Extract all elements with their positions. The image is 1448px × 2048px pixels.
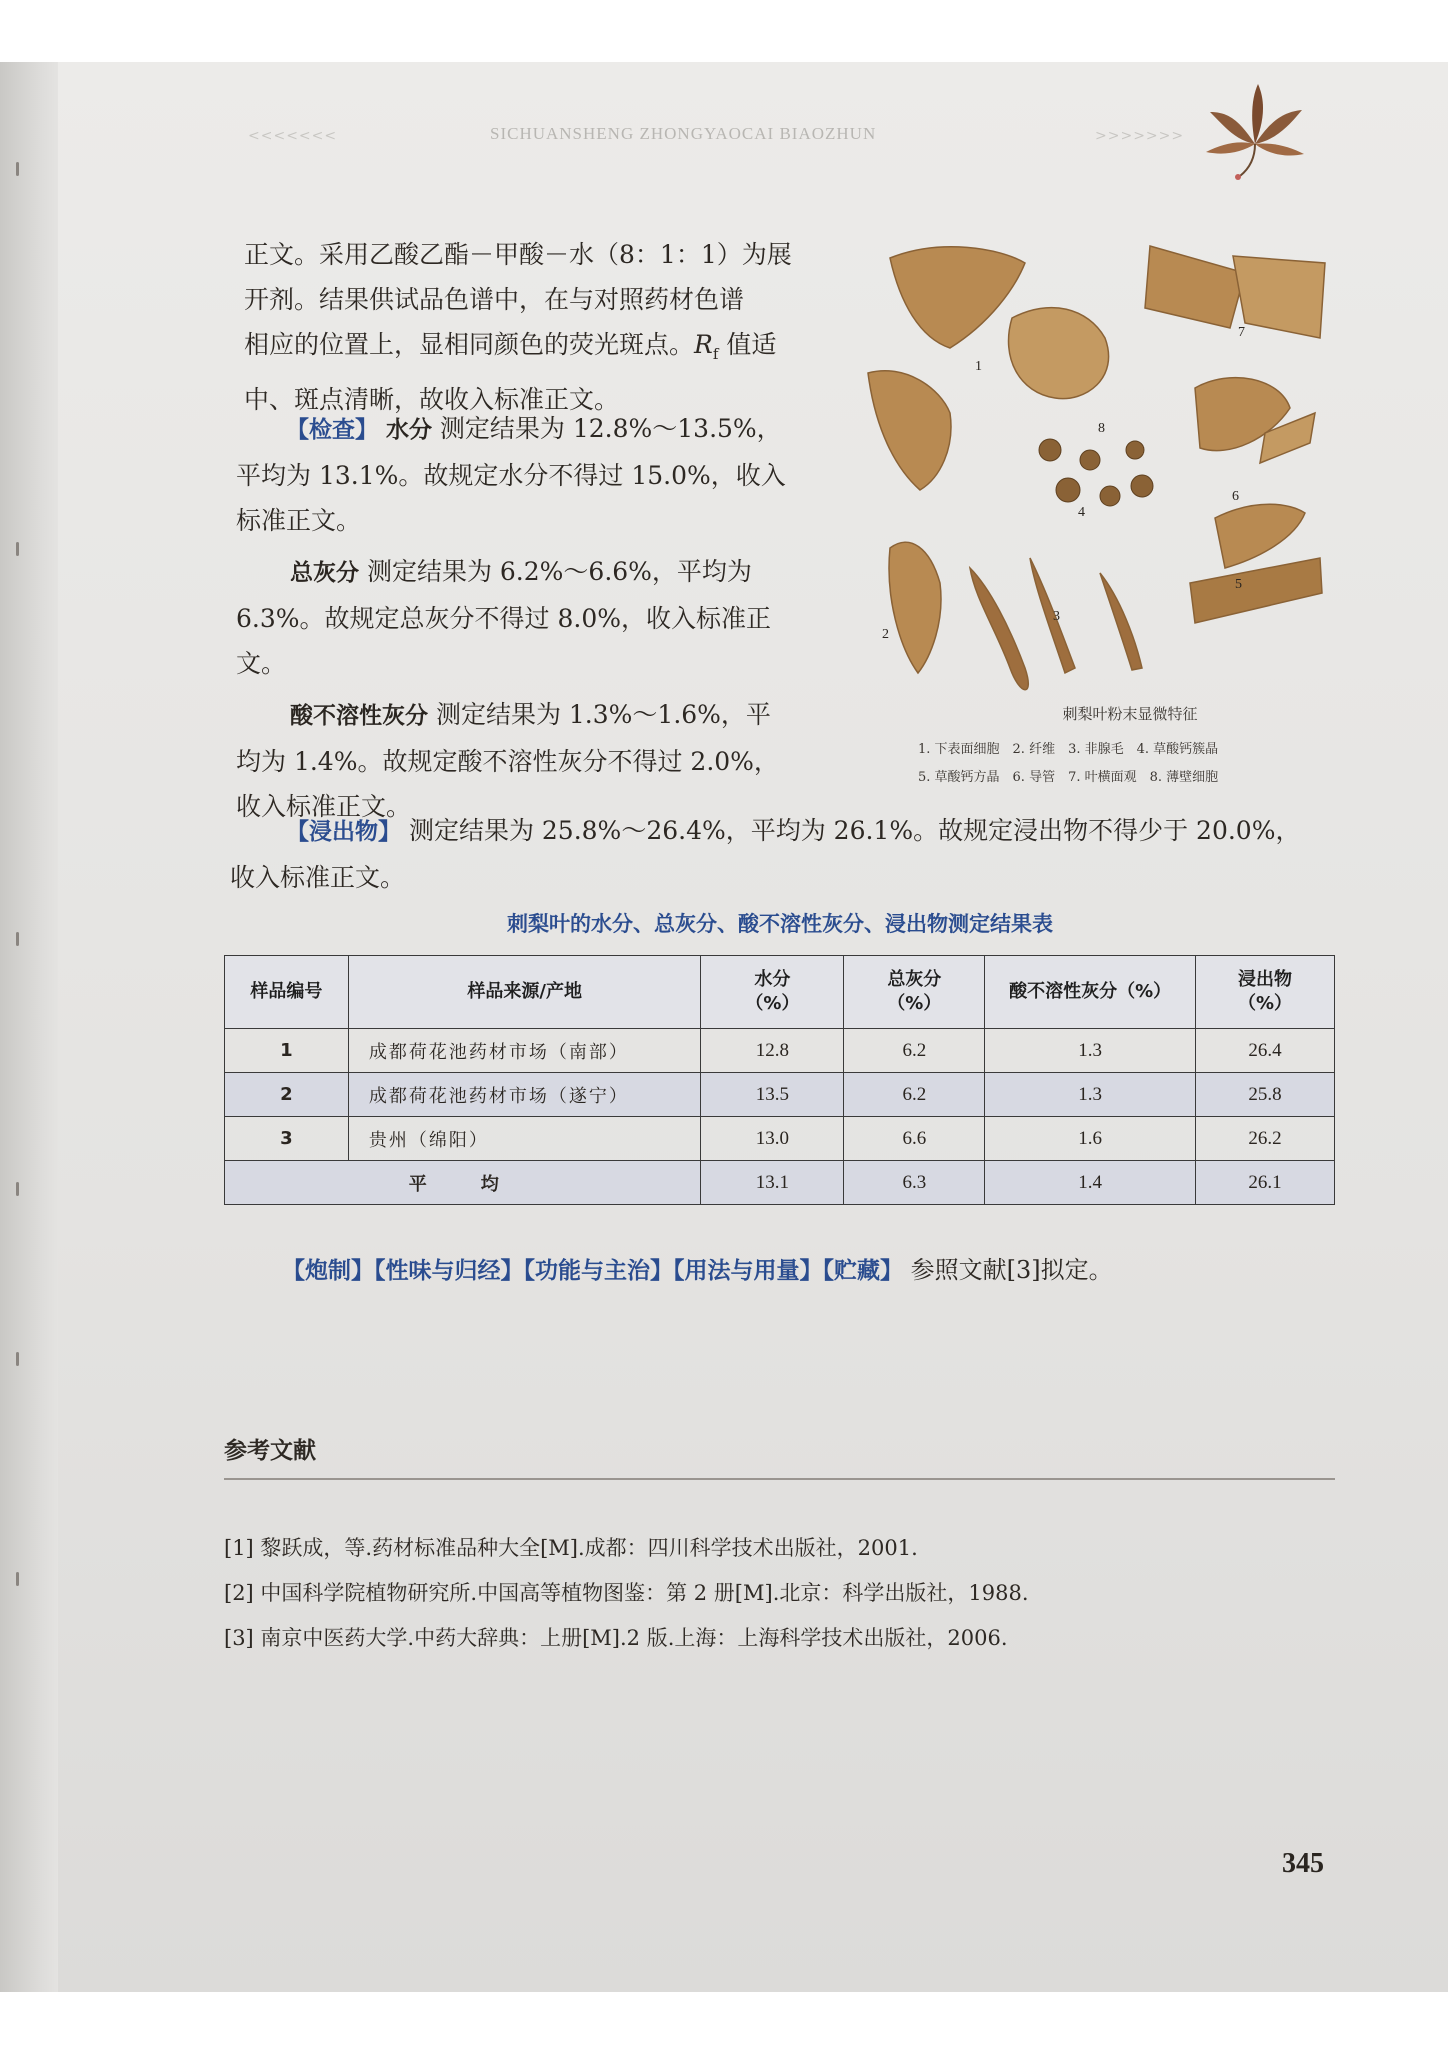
cell-acid: 1.3 bbox=[985, 1073, 1196, 1117]
cell-average-label: 平 均 bbox=[225, 1161, 701, 1205]
specimen-prism-crystal bbox=[1190, 558, 1322, 623]
cell-ash: 6.3 bbox=[844, 1161, 985, 1205]
header-extract-label: 浸出物 bbox=[1238, 969, 1293, 990]
druse-crystal bbox=[1080, 450, 1100, 470]
cell-ash: 6.6 bbox=[844, 1117, 985, 1161]
cell-ash: 6.2 bbox=[844, 1029, 985, 1073]
ash-line: 6.3%。故规定总灰分不得过 8.0%，收入标准正 bbox=[236, 604, 771, 633]
specimen-fiber bbox=[970, 568, 1028, 690]
intro-text: 值适 bbox=[718, 330, 777, 359]
header-decoration-right: >>>>>>> bbox=[1095, 128, 1185, 144]
druse-crystal bbox=[1126, 441, 1144, 459]
figure-label: 6 bbox=[1232, 489, 1239, 504]
header-ash-unit: （%） bbox=[887, 993, 942, 1014]
page-number: 345 bbox=[1282, 1848, 1324, 1879]
extract-section bbox=[230, 808, 1340, 900]
ash-text: 测定结果为 6.2%～6.6%，平均为 bbox=[359, 557, 752, 586]
figure-label: 1 bbox=[975, 359, 982, 374]
figure-label: 4 bbox=[1078, 505, 1085, 520]
table-row bbox=[225, 1117, 1335, 1161]
figure-caption: 刺梨叶粉末显微特征 bbox=[1062, 705, 1198, 723]
cell-id: 3 bbox=[225, 1117, 349, 1161]
specimen-trichome bbox=[1100, 573, 1142, 670]
cell-acid: 1.6 bbox=[985, 1117, 1196, 1161]
processing-labels: 【炮制】【性味与归经】【功能与主治】【用法与用量】【贮藏】 bbox=[282, 1258, 903, 1284]
binding-mark bbox=[16, 1572, 19, 1586]
specimen-leaf-section bbox=[1145, 246, 1245, 328]
inspection-label: 【检查】 bbox=[286, 417, 378, 443]
cell-source: 贵州（绵阳） bbox=[348, 1117, 701, 1161]
druse-crystal bbox=[1131, 475, 1153, 497]
specimen-leaf-section bbox=[1233, 256, 1325, 338]
acid-line: 均为 1.4%。故规定酸不溶性灰分不得过 2.0%， bbox=[236, 747, 779, 776]
header-sample-id: 样品编号 bbox=[225, 956, 349, 1029]
header-ash bbox=[844, 956, 985, 1029]
cell-water: 12.8 bbox=[701, 1029, 844, 1073]
druse-crystal bbox=[1039, 439, 1061, 461]
druse-crystal bbox=[1056, 478, 1080, 502]
header-decoration-left: <<<<<<< bbox=[248, 128, 338, 144]
references-divider bbox=[224, 1478, 1335, 1480]
binding-mark bbox=[16, 1352, 19, 1366]
cell-extract: 26.2 bbox=[1196, 1117, 1335, 1161]
acid-label: 酸不溶性灰分 bbox=[290, 703, 428, 729]
processing-text: 参照文献[3]拟定。 bbox=[903, 1256, 1113, 1284]
figure-label: 2 bbox=[882, 627, 889, 642]
cell-extract: 26.4 bbox=[1196, 1029, 1335, 1073]
figure-label: 7 bbox=[1238, 325, 1245, 340]
cell-water: 13.5 bbox=[701, 1073, 844, 1117]
specimen-prism-crystal bbox=[1215, 504, 1305, 568]
specimen-fiber bbox=[889, 542, 941, 673]
header-extract bbox=[1196, 956, 1335, 1029]
reference-item: [1] 黎跃成，等.药材标准品种大全[M].成都：四川科学技术出版社，2001. bbox=[224, 1536, 918, 1560]
extract-text: 测定结果为 25.8%～26.4%，平均为 26.1%。故规定浸出物不得少于 20.0%， bbox=[401, 816, 1301, 845]
binding-mark bbox=[16, 932, 19, 946]
intro-line bbox=[244, 322, 824, 377]
intro-text: 相应的位置上，显相同颜色的荧光斑点。 bbox=[244, 330, 695, 359]
reference-item: [3] 南京中医药大学.中药大辞典：上册[M].2 版.上海：上海科学技术出版社，2006. bbox=[224, 1626, 1008, 1650]
binding-mark bbox=[16, 1182, 19, 1196]
processing-line bbox=[282, 1248, 1342, 1294]
rf-subscript: f bbox=[712, 345, 719, 363]
header-ash-label: 总灰分 bbox=[887, 969, 942, 990]
water-line: 标准正文。 bbox=[236, 506, 362, 535]
extract-line bbox=[230, 808, 1340, 855]
references-heading: 参考文献 bbox=[224, 1438, 316, 1464]
cell-water: 13.1 bbox=[701, 1161, 844, 1205]
water-text: 测定结果为 12.8%～13.5%， bbox=[431, 414, 782, 443]
header-extract-unit: （%） bbox=[1238, 993, 1293, 1014]
rf-symbol: R bbox=[694, 330, 713, 359]
references-list bbox=[224, 1526, 1029, 1661]
druse-crystal bbox=[1100, 486, 1120, 506]
acid-line bbox=[236, 692, 826, 739]
cell-id: 2 bbox=[225, 1073, 349, 1117]
specimen-parenchyma bbox=[1009, 308, 1109, 399]
acid-text: 测定结果为 1.3%～1.6%，平 bbox=[428, 700, 771, 729]
cell-source: 成都荷花池药材市场（南部） bbox=[348, 1029, 701, 1073]
header-acid-ash: 酸不溶性灰分（%） bbox=[985, 956, 1196, 1029]
extract-line: 收入标准正文。 bbox=[230, 863, 406, 892]
figure-label: 5 bbox=[1235, 577, 1242, 592]
results-table bbox=[224, 955, 1335, 1205]
specimen-lower-epidermis bbox=[868, 371, 951, 490]
figure-label: 3 bbox=[1053, 609, 1060, 624]
intro-line: 中、斑点清晰，故收入标准正文。 bbox=[244, 385, 620, 414]
cell-extract: 26.1 bbox=[1196, 1161, 1335, 1205]
specimen-upper-epidermis bbox=[890, 247, 1025, 348]
microscopy-figure bbox=[860, 228, 1330, 698]
table-header-row bbox=[225, 956, 1335, 1029]
table-row bbox=[225, 1073, 1335, 1117]
header-water-label: 水分 bbox=[754, 969, 791, 990]
intro-line: 正文。采用乙酸乙酯－甲酸－水（8：1：1）为展 bbox=[244, 240, 792, 269]
inspection-section bbox=[236, 406, 826, 829]
ash-line bbox=[236, 549, 826, 596]
ash-label: 总灰分 bbox=[290, 560, 359, 586]
intro-line: 开剂。结果供试品色谱中，在与对照药材色谱 bbox=[244, 285, 745, 314]
table-title: 刺梨叶的水分、总灰分、酸不溶性灰分、浸出物测定结果表 bbox=[507, 912, 1053, 936]
water-label: 水分 bbox=[385, 417, 432, 443]
leaf-logo-icon bbox=[1200, 82, 1310, 182]
header-water bbox=[701, 956, 844, 1029]
cell-ash: 6.2 bbox=[844, 1073, 985, 1117]
intro-paragraph bbox=[244, 232, 824, 422]
water-line: 平均为 13.1%。故规定水分不得过 15.0%，收入 bbox=[236, 461, 786, 490]
figure-label: 8 bbox=[1098, 421, 1105, 436]
header-source: 样品来源/产地 bbox=[348, 956, 701, 1029]
cell-source: 成都荷花池药材市场（遂宁） bbox=[348, 1073, 701, 1117]
table-row bbox=[225, 1029, 1335, 1073]
binding-mark bbox=[16, 162, 19, 176]
cell-extract: 25.8 bbox=[1196, 1073, 1335, 1117]
binding-mark bbox=[16, 542, 19, 556]
cell-acid: 1.4 bbox=[985, 1161, 1196, 1205]
table-average-row bbox=[225, 1161, 1335, 1205]
extract-label: 【浸出物】 bbox=[286, 819, 401, 845]
water-line bbox=[236, 406, 826, 453]
cell-acid: 1.3 bbox=[985, 1029, 1196, 1073]
page-gutter bbox=[0, 62, 58, 1992]
figure-legend: 1. 下表面细胞 2. 纤维 3. 非腺毛 4. 草酸钙簇晶 bbox=[918, 742, 1219, 757]
header-water-unit: （%） bbox=[745, 993, 800, 1014]
running-header: SICHUANSHENG ZHONGYAOCAI BIAOZHUN bbox=[490, 124, 877, 143]
figure-legend: 5. 草酸钙方晶 6. 导管 7. 叶横面观 8. 薄壁细胞 bbox=[918, 770, 1219, 785]
reference-item: [2] 中国科学院植物研究所.中国高等植物图鉴：第 2 册[M].北京：科学出版社，1988. bbox=[224, 1581, 1029, 1605]
processing-paragraph bbox=[282, 1248, 1342, 1294]
cell-water: 13.0 bbox=[701, 1117, 844, 1161]
cell-id: 1 bbox=[225, 1029, 349, 1073]
ash-line: 文。 bbox=[236, 649, 287, 678]
acid-line: 收入标准正文。 bbox=[236, 792, 412, 821]
